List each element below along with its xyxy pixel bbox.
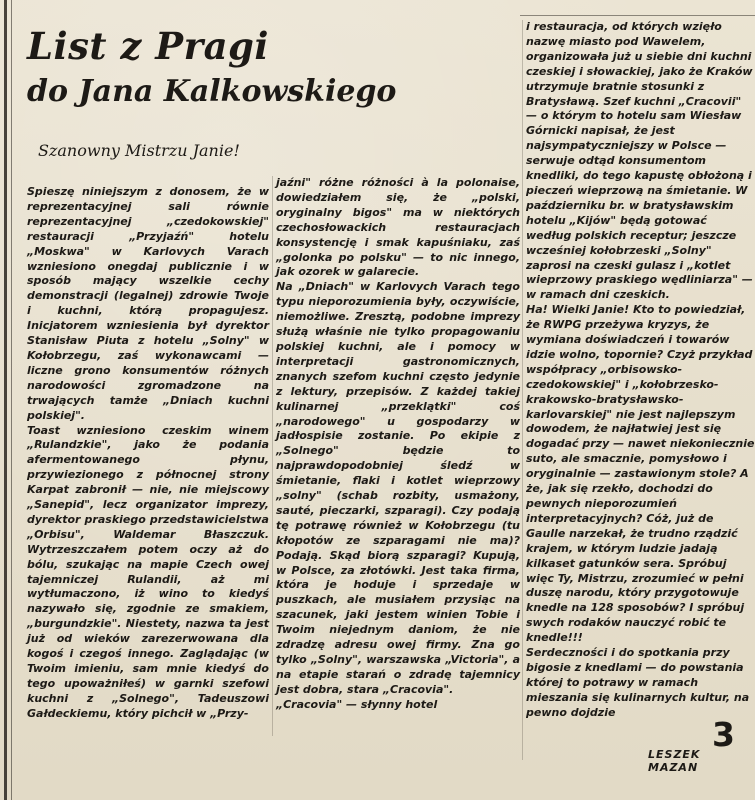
margin-rule-thin (11, 0, 12, 800)
article-column-2: jaźni" różne różności à la polonaise, dowiedziałem się, że „polski, oryginalny bigos" ma w niektórych czechosłowackich restauracjach konsystencję i smak kapuśniaku, zaś „golonka po polsku" — to nic innego, jak ozorek w galarecie. Na „Dniach" w Karlovych Varach tego typu nieporozumienia były, oczywiście, niemożliwe. Zresztą, podobne imprezy służą właśnie nie tylko propagowaniu polskiej kuchni, ale i pomocy w interpretacji gastronomicznych, znanych szefom kuchni często jedynie z lektury, przepisów. Z każdej takiej kulinarnej „przeklątki" coś „narodowego" u gospodarzy w jadłospisie zostanie. Po ekipie z „Solnego" będzie to najprawdopodobniej śledź w śmietanie, flaki i kotlet wieprzowy „solny" (schab rozbity, usmażony, sauté, pieczarki, szparagi). Czy podają tę potrawę również w Kołobrzegu (tu kłopotów ze szparagami nie ma)? Podają. Skąd biorą szparagi? Kupują, w Polsce, za złotówki. Jest taka firma, która je hoduje i sprzedaje w puszkach, ale musiałem przysiąc na szacunek, jaki jestem winien Tobie i Twoim niejednym daniom, że nie zdradzę adresu owej firmy. Zna go tylko „Solny", warszawska „Victoria", a na etapie starań o zdradę tajemnicy jest dobra, stara „Cracovia". „Cracovia" — słynny hotel (276, 176, 520, 711)
author-byline: LESZEK MAZAN (648, 748, 701, 774)
article-subtitle: do Jana Kalkowskiego (27, 74, 397, 109)
article-column-1: Spieszę niniejszym z donosem, że w reprezentacyjnej sali równie reprezentacyjnej „czedokowskiej" restauracji „Przyjaźń" hotelu „Moskwa" w Karlovych Varach wzniesiono onegdaj publicznie i w sposób mający wszelkie cechy demonstracji (legalnej) zdrowie Twoje i kuchni, którą propagujesz. Inicjatorem wzniesienia był dyrektor Stanisław Piuta z hotelu „Solny" w Kołobrzegu, zaś wykonawcami — liczne grono konsumentów różnych narodowości zgromadzone na trwających tamże „Dniach kuchni polskiej". Toast wzniesiono czeskim winem „Rulandzkie", jako że podania afermentowanego płynu, przywiezionego z północnej strony Karpat zabronił — nie, nie miejscowy „Sanepid", lecz organizator imprezy, dyrektor praskiego przedstawicielstwa „Orbisu", Waldemar Błaszczuk. Wytrzeszczałem potem oczy aż do bólu, szukając na mapie Czech owej tajemniczej Rulandii, aż mi wytłumaczono, iż wino to kiedyś nazywało się, zgodnie ze smakiem, „burgundzkie". Niestety, nazwa ta jest już od wieków zarezerwowana dla kogoś i czegoś innego. Zaglądając (w Twoim imieniu, sam mnie kiedyś do tego upoważniłeś) w garnki szefowi kuchni z „Solnego", Tadeuszowi Gałdeckiemu, który pichcił w „Przy- (27, 185, 269, 720)
column-top-rule (520, 15, 755, 16)
column-divider (522, 20, 523, 760)
margin-rule (4, 0, 7, 800)
page-number: 3 (712, 715, 735, 754)
article-greeting: Szanowny Mistrzu Janie! (38, 141, 240, 160)
article-title: List z Pragi (27, 24, 269, 68)
article-column-3: i restauracja, od których wzięło nazwę miasto pod Wawelem, organizowała już u siebie dni kuchni czeskiej i słowackiej, jako że Kraków utrzymuje bratnie stosunki z Bratysławą. Szef kuchni „Cracovii" — o którym to hotelu sam Wiesław Górnicki napisał, że jest najsympatyczniejszy w Polsce — serwuje odtąd konsumentom knedliki, do tego kapustę obłożoną i pieczeń wieprzową na śmietanie. W październiku br. w bratysławskim hotelu „Kijów" będą gotować według polskich receptur; jeszcze wcześniej kołobrzeski „Solny" zaprosi na czeski gulasz i „kotlet wieprzowy praskiego wędliniarza" — w ramach dni czeskich. Ha! Wielki Janie! Kto to powiedział, że RWPG przeżywa kryzys, że wymiana doświadczeń i towarów idzie wolno, topornie? Czyż przykład współpracy „orbisowsko-czedokowskiej" i „kołobrzesko-krakowsko-bratysławsko-karlovarskiej" nie jest najlepszym dowodem, że najłatwiej jest się dogadać przy — nawet niekoniecznie suto, ale smacznie, pomysłowo i oryginalnie — zastawionym stole? A że, jak się rzekło, dochodzi do pewnych nieporozumień interpretacyjnych? Cóż, już de Gaulle narzekał, że trudno rządzić krajem, w którym ludzie jadają kilkaset gatunków sera. Spróbuj więc Ty, Mistrzu, zrozumieć w pełni duszę narodu, który przygotowuje knedle na 128 sposobów? I spróbuj swych rodaków nauczyć robić te knedle!!! Serdeczności i do spotkania przy bigosie z knedlami — do powstania której to potrawy w ramach mieszania się kulinarnych kultur, na pewno dojdzie (526, 20, 755, 719)
column-divider (272, 176, 273, 736)
